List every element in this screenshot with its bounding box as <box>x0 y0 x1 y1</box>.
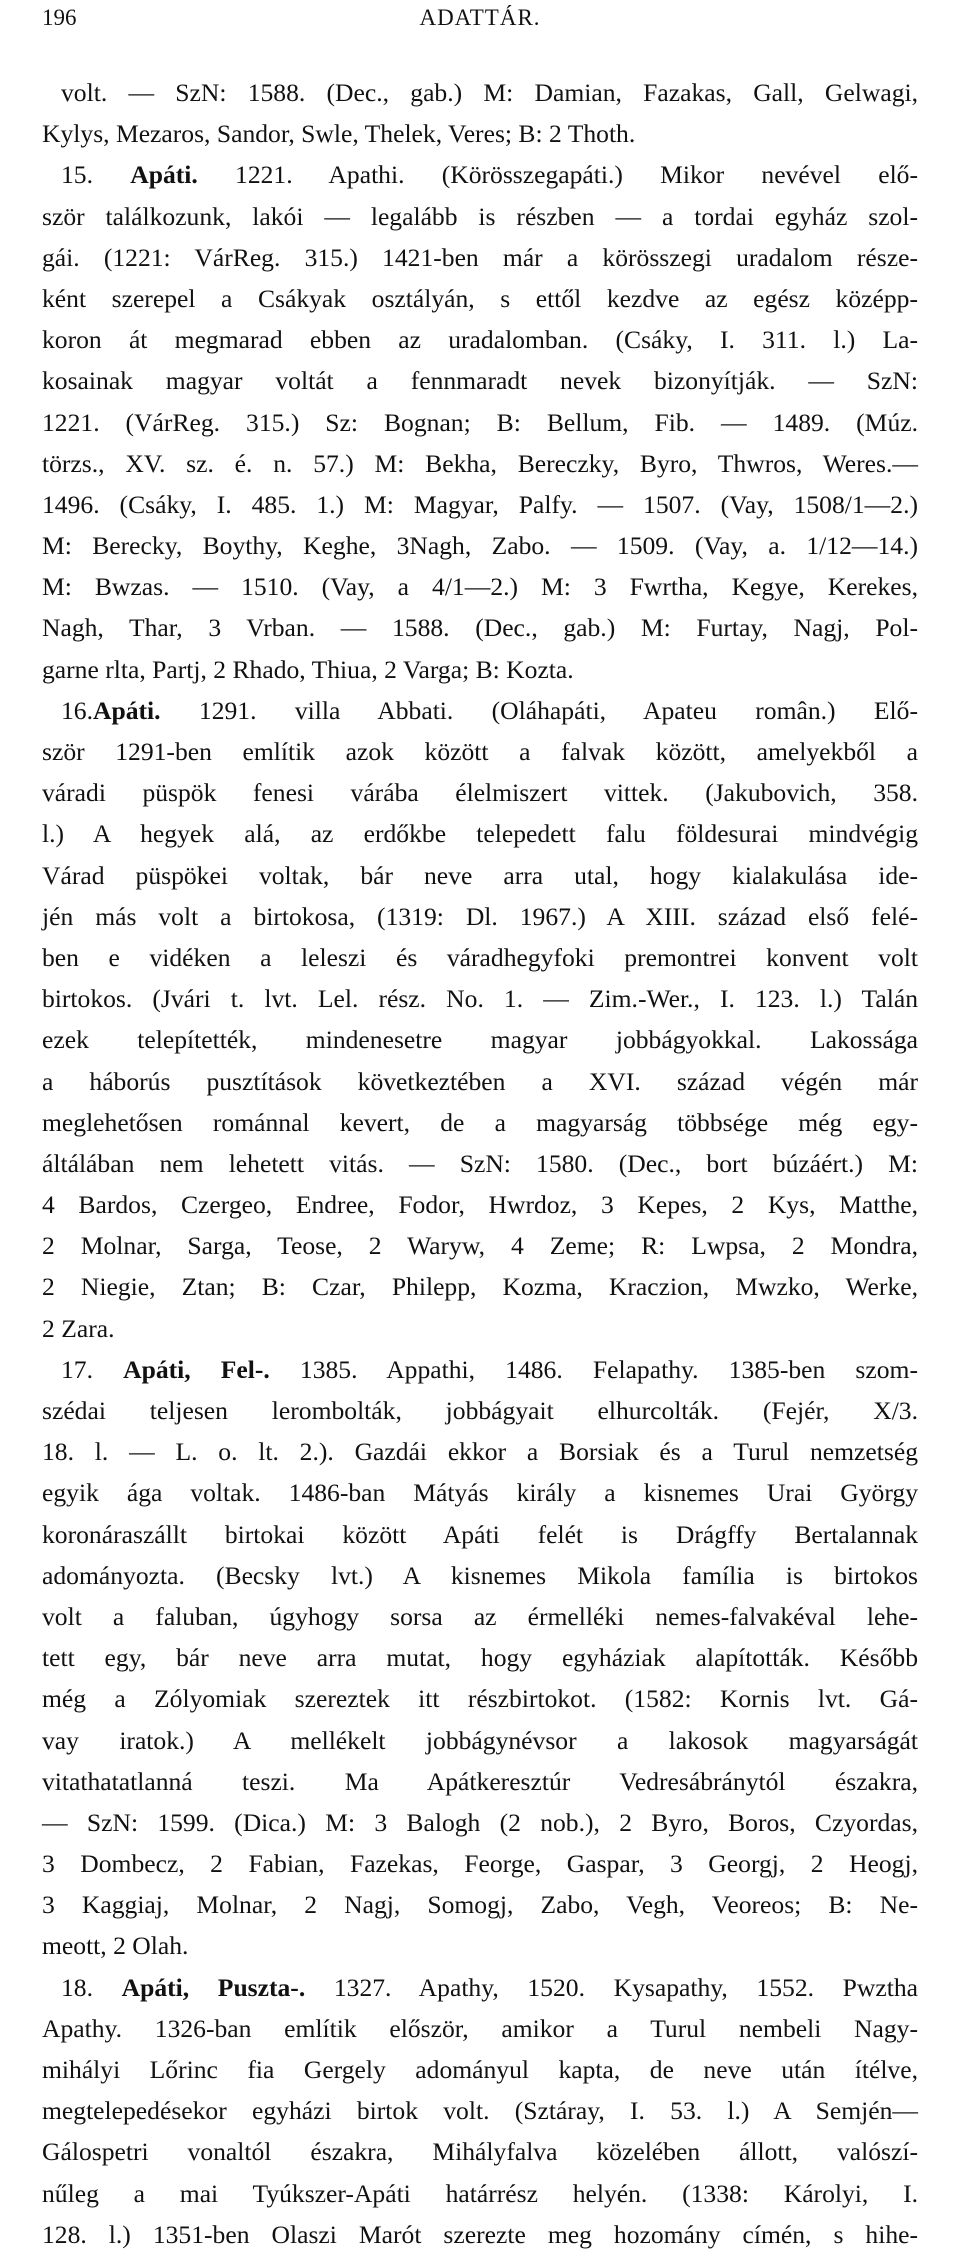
line-text: — SzN: 1599. (Dica.) M: 3 Balogh (2 nob.), 2 Byro, Boros, Czyordas, <box>42 1807 918 1837</box>
line-text: 1291. villa Abbati. (Oláhapáti, Apateu român.) Elő- <box>160 695 918 725</box>
line-text: Várad püspökei voltak, bár neve arra utal, hogy kialakulása ide- <box>42 860 918 890</box>
text-line <box>42 525 918 566</box>
line-text: meott, 2 Olah. <box>42 1931 189 1961</box>
line-text: 2 Molnar, Sarga, Teose, 2 Waryw, 4 Zeme; R: Lwpsa, 2 Mondra, <box>42 1231 918 1261</box>
line-text: egyik ága voltak. 1486-ban Mátyás király a kisnemes Urai György <box>42 1478 918 1508</box>
line-text: Apathy. 1326-ban említik először, amikor a Turul nembeli Nagy- <box>42 2013 918 2043</box>
text-line <box>42 319 918 360</box>
text-line <box>42 978 918 1019</box>
line-text: 1385. Appathi, 1486. Felapathy. 1385-ben szom- <box>269 1354 918 1384</box>
text-line <box>42 72 918 113</box>
text-line <box>42 2214 918 2255</box>
entry-heading: Apáti, Fel-. <box>123 1354 270 1384</box>
line-text: ször találkozunk, lakói — legalább is részben — a tordai egyház szol- <box>42 201 918 231</box>
line-text: volt a faluban, úgyhogy sorsa az érmelléki nemes-falvakéval lehe- <box>42 1601 918 1631</box>
text-line <box>42 1884 918 1925</box>
text-line <box>42 1143 918 1184</box>
text-line <box>42 196 918 237</box>
text-line <box>42 1802 918 1843</box>
text-line <box>42 2173 918 2214</box>
text-line <box>42 855 918 896</box>
line-text: vitathatatlanná teszi. Ma Apátkeresztúr Vedresábránytól északra, <box>42 1766 918 1796</box>
line-text: Kylys, Mezaros, Sandor, Swle, Thelek, Veres; B: 2 Thoth. <box>42 119 636 149</box>
entry-heading: Apáti. <box>130 160 198 190</box>
text-line <box>42 2131 918 2172</box>
text-line <box>42 772 918 813</box>
entry-number: 16. <box>61 695 93 725</box>
line-text: mihályi Lőrinc fia Gergely adományul kapta, de neve után ítélve, <box>42 2055 918 2084</box>
text-line <box>42 896 918 937</box>
text-line <box>42 113 918 154</box>
text-line <box>42 154 918 195</box>
line-text: koronáraszállt birtokai között Apáti felét is Drágffy Bertalannak <box>42 1519 918 1549</box>
text-line <box>42 566 918 607</box>
line-text: 2 Niegie, Ztan; B: Czar, Philepp, Kozma, Kraczion, Mwzko, Werke, <box>42 1272 918 1302</box>
line-text: ször 1291-ben említik azok között a falvak között, amelyekből a <box>42 737 918 766</box>
page-number: 196 <box>42 5 77 30</box>
line-text: garne rlta, Partj, 2 Rhado, Thiua, 2 Varga; B: Kozta. <box>42 654 574 684</box>
line-text: nűleg a mai Tyúkszer-Apáti határrész helyén. (1338: Károlyi, I. <box>42 2178 918 2208</box>
line-text: 2 Zara. <box>42 1313 115 1343</box>
line-text: tett egy, bár neve arra mutat, hogy egyháziak alapították. Később <box>42 1643 918 1673</box>
text-line <box>42 360 918 401</box>
line-text: áltálában nem lehetett vitás. — SzN: 1580. (Dec., bort búzáért.) M: <box>42 1148 918 1178</box>
line-text: 3 Kaggiaj, Molnar, 2 Nagj, Somogj, Zabo, Vegh, Veoreos; B: Ne- <box>42 1890 918 1920</box>
text-line <box>42 1925 918 1966</box>
line-text: váradi püspök fenesi várába élelmiszert vittek. (Jakubovich, 358. <box>42 778 918 808</box>
entry-number: 15. <box>61 160 131 190</box>
line-text: 1221. (VárReg. 315.) Sz: Bognan; B: Bellum, Fib. — 1489. (Múz. <box>42 407 918 437</box>
text-line <box>42 1843 918 1884</box>
line-text: törzs., XV. sz. é. n. 57.) M: Bekha, Bereczky, Byro, Thwros, Weres.— <box>42 448 918 478</box>
line-text: koron át megmarad ebben az uradalomban. (Csáky, I. 311. l.) La- <box>42 325 918 355</box>
text-line <box>42 649 918 690</box>
line-text: Gálospetri vonaltól északra, Mihályfalva közelében állott, valószí- <box>42 2137 918 2167</box>
text-line <box>42 1761 918 1802</box>
line-text: jén más volt a birtokosa, (1319: Dl. 1967.) A XIII. század első felé- <box>42 901 918 931</box>
text-line <box>42 1184 918 1225</box>
text-line <box>42 1349 918 1390</box>
body-text <box>42 72 918 2255</box>
text-line <box>42 1102 918 1143</box>
line-text: a háborús pusztítások következtében a XVI. század végén már <box>42 1066 918 1096</box>
text-line <box>42 1720 918 1761</box>
text-line <box>42 1637 918 1678</box>
line-text: ben e vidéken a leleszi és váradhegyfoki premontrei konvent volt <box>42 942 918 972</box>
text-line <box>42 1061 918 1102</box>
entry-heading: Apáti, Puszta-. <box>121 1972 306 2002</box>
text-line <box>42 1555 918 1596</box>
entry-number: 17. <box>61 1354 124 1384</box>
line-text: kosainak magyar voltát a fennmaradt nevek bizonyítják. — SzN: <box>42 366 918 396</box>
line-text: M: Berecky, Boythy, Keghe, 3Nagh, Zabo. — 1509. (Vay, a. 1/12—14.) <box>42 531 918 561</box>
entry-number: 18. <box>61 1972 122 2002</box>
text-line <box>42 1266 918 1307</box>
line-text: M: Bwzas. — 1510. (Vay, a 4/1—2.) M: 3 Fwrtha, Kegye, Kerekes, <box>42 572 918 602</box>
line-text: 3 Dombecz, 2 Fabian, Fazekas, Feorge, Gaspar, 3 Georgj, 2 Heogj, <box>42 1849 918 1879</box>
entry-heading: Apáti. <box>93 695 161 725</box>
line-text: ként szerepel a Csákyak osztályán, s ettől kezdve az egész középp- <box>42 283 918 313</box>
line-text: Nagh, Thar, 3 Vrban. — 1588. (Dec., gab.) M: Furtay, Nagj, Pol- <box>42 613 918 643</box>
text-line <box>42 2090 918 2131</box>
text-line <box>42 937 918 978</box>
text-line <box>42 484 918 525</box>
text-line <box>42 607 918 648</box>
text-line <box>42 1967 918 2008</box>
line-text: volt. — SzN: 1588. (Dec., gab.) M: Damian, Fazakas, Gall, Gelwagi, <box>61 78 918 107</box>
line-text: meglehetősen románnal kevert, de a magyarság többsége még egy- <box>42 1107 918 1137</box>
text-line <box>42 443 918 484</box>
line-text: szédai teljesen lerombolták, jobbágyait elhurcolták. (Fejér, X/3. <box>42 1396 918 1425</box>
text-line <box>42 402 918 443</box>
line-text: 1496. (Csáky, I. 485. 1.) M: Magyar, Palfy. — 1507. (Vay, 1508/1—2.) <box>42 489 918 519</box>
line-text: ezek telepítették, mindenesetre magyar jobbágyokkal. Lakossága <box>42 1025 918 1055</box>
text-line <box>42 278 918 319</box>
line-text: 1327. Apathy, 1520. Kysapathy, 1552. Pwztha <box>305 1972 918 2002</box>
line-text: 1221. Apathi. (Körösszegapáti.) Mikor nevével elő- <box>197 160 918 190</box>
line-text: 4 Bardos, Czergeo, Endree, Fodor, Hwrdoz, 3 Kepes, 2 Kys, Matthe, <box>42 1190 918 1220</box>
text-line <box>42 1596 918 1637</box>
text-line <box>42 2008 918 2049</box>
text-line <box>42 1431 918 1472</box>
text-line <box>42 1472 918 1513</box>
text-line <box>42 237 918 278</box>
running-title: ADATTÁR. <box>419 5 541 30</box>
line-text: l.) A hegyek alá, az erdőkbe telepedett falu földesurai mindvégig <box>42 819 918 849</box>
text-line <box>42 690 918 731</box>
text-line <box>42 2049 918 2090</box>
text-line <box>42 1678 918 1719</box>
line-text: birtokos. (Jvári t. lvt. Lel. rész. No. 1. — Zim.-Wer., I. 123. l.) Talán <box>42 984 918 1014</box>
text-line <box>42 731 918 772</box>
line-text: 128. l.) 1351-ben Olaszi Marót szerezte meg hozomány címén, s hihe- <box>42 2219 918 2249</box>
line-text: még a Zólyomiak szereztek itt részbirtokot. (1582: Kornis lvt. Gá- <box>42 1684 918 1714</box>
text-line <box>42 1019 918 1060</box>
line-text: gái. (1221: VárReg. 315.) 1421-ben már a körösszegi uradalom része- <box>42 242 918 272</box>
text-line <box>42 1308 918 1349</box>
line-text: vay iratok.) A mellékelt jobbágynévsor a lakosok magyarságát <box>42 1725 918 1755</box>
line-text: 18. l. — L. o. lt. 2.). Gazdái ekkor a Borsiak és a Turul nemzetség <box>42 1437 918 1467</box>
text-line <box>42 813 918 854</box>
page-header <box>42 0 918 36</box>
text-line <box>42 1514 918 1555</box>
text-line <box>42 1390 918 1431</box>
text-line <box>42 1225 918 1266</box>
line-text: megtelepedésekor egyházi birtok volt. (Sztáray, I. 53. l.) A Semjén— <box>42 2096 918 2126</box>
line-text: adományozta. (Becsky lvt.) A kisnemes Mikola família is birtokos <box>42 1560 918 1590</box>
